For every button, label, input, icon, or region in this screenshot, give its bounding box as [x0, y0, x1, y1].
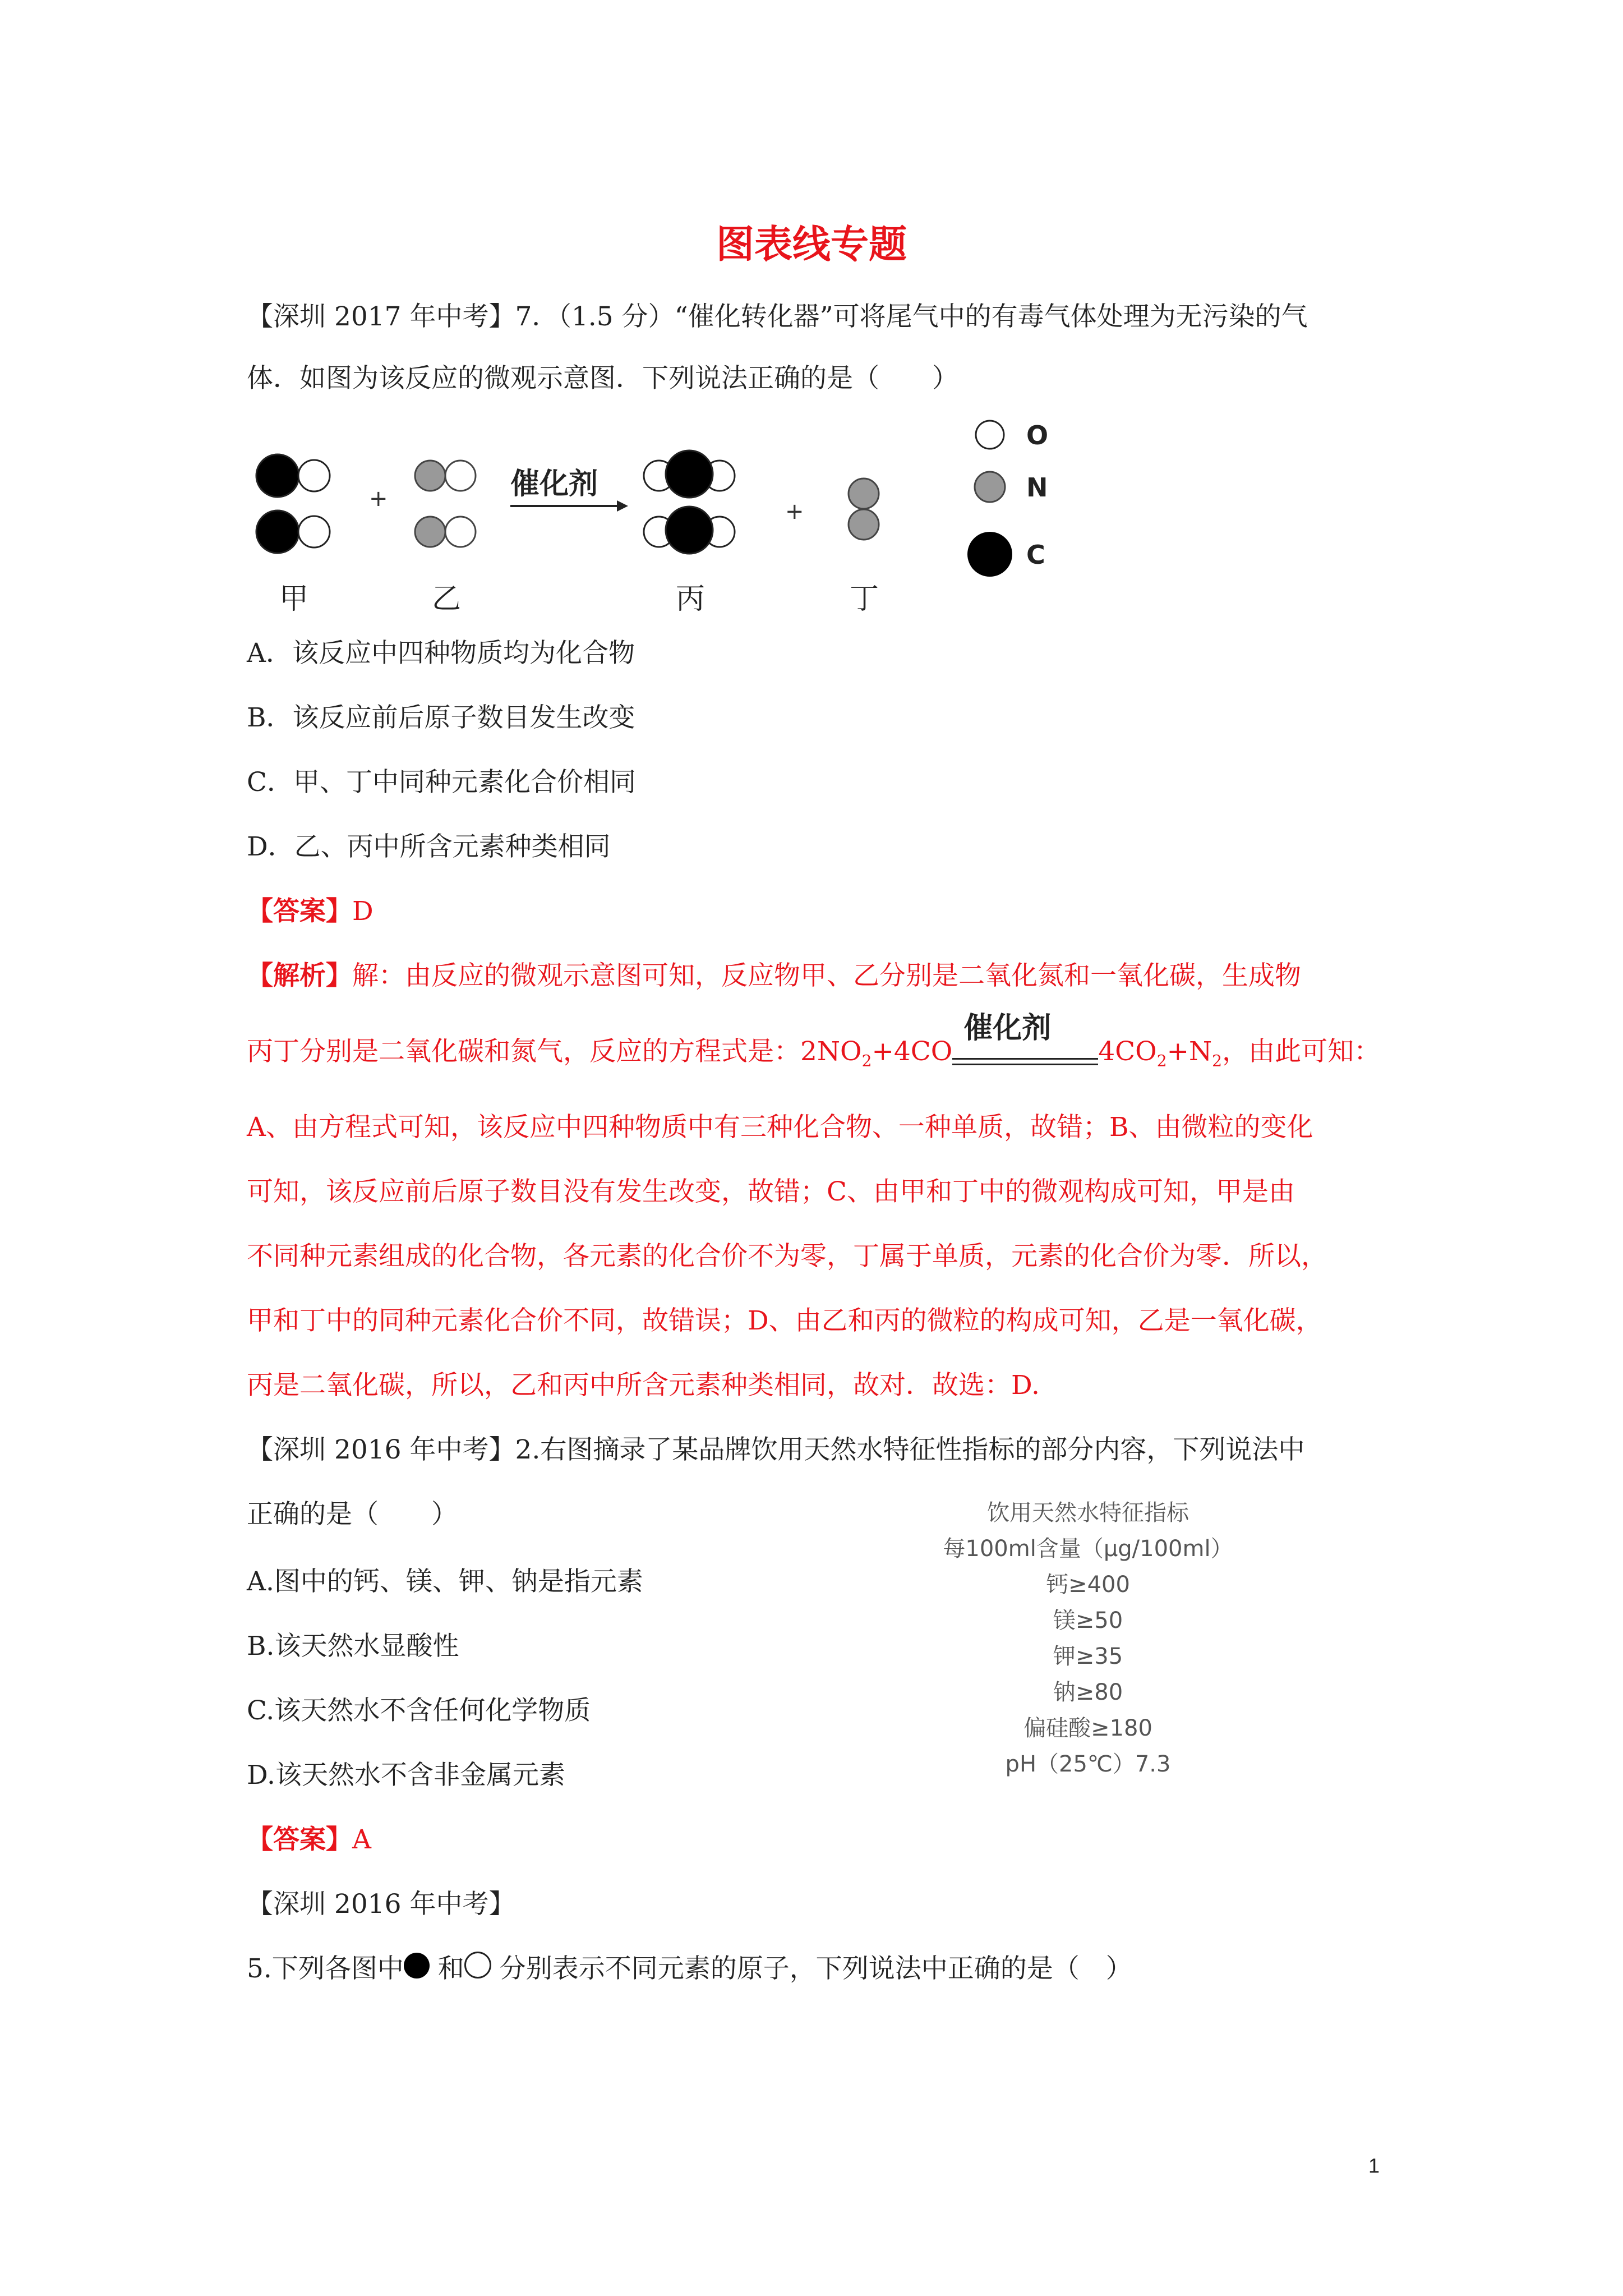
spec-ph: pH（25℃）7.3 [1005, 1751, 1171, 1777]
spec-potassium: 钾≥35 [1053, 1644, 1123, 1669]
legend-oxygen [976, 420, 1048, 450]
answer-value: D [352, 896, 374, 927]
equation-catalyst-arrow: 催化剂 [952, 1041, 1098, 1080]
spec-calcium: 钙≥400 [1046, 1572, 1130, 1598]
molecule-jia-bottom [256, 510, 330, 553]
label-bing: 丙 [676, 582, 706, 616]
q1-stem-line2: 体．如图为该反应的微观示意图．下列说法正确的是（ ） [247, 363, 958, 394]
svg-text:N: N [1026, 472, 1048, 503]
answer-tag: 【答案】 [247, 1824, 352, 1855]
page-title: 图表线专题 [716, 222, 907, 267]
q2-option-a: A.图中的钙、镁、钾、钠是指元素 [247, 1566, 643, 1597]
q2-answer [247, 1820, 371, 1860]
q1-analysis-line5: 不同种元素组成的化合物，各元素的化合价不为零，丁属于单质，元素的化合价为零．所以， [247, 1241, 1327, 1272]
molecule-yi-bottom [415, 517, 476, 547]
label-ding: 丁 [850, 582, 879, 616]
q2-option-c: C.该天然水不含任何化学物质 [247, 1695, 591, 1726]
q1-option-d: D．乙、丙中所含元素种类相同 [247, 831, 611, 862]
spec-sodium: 钠≥80 [1053, 1680, 1123, 1705]
answer-tag: 【答案】 [247, 896, 352, 927]
molecule-yi-top [415, 461, 476, 491]
q1-stem-line1: 【深圳 2017 年中考】7．（1.5 分）“催化转化器”可将尾气中的有毒气体处理为无污染的气 [247, 301, 1308, 332]
white-atom-icon [464, 1952, 491, 1978]
plus-sign-1: + [369, 486, 388, 512]
q2-option-b: B.该天然水显酸性 [247, 1631, 459, 1662]
q2-stem-line2: 正确的是（ ） [247, 1499, 458, 1530]
q1-answer [247, 892, 374, 931]
reaction-micro-diagram [247, 409, 1122, 628]
q1-analysis-line3: A、由方程式可知，该反应中四种物质中有三种化合物、一种单质，故错；B、由微粒的变化 [247, 1112, 1313, 1143]
q1-option-a: A．该反应中四种物质均为化合物 [247, 638, 635, 669]
q1-analysis-line6: 甲和丁中的同种元素化合价不同，故错误；D、由乙和丙的微粒的构成可知，乙是一氧化碳， [247, 1305, 1322, 1336]
analysis-tag: 【解析】 [247, 960, 352, 991]
svg-text:O: O [1026, 420, 1049, 450]
q1-analysis-line4: 可知，该反应前后原子数目没有发生改变，故错；C、由甲和丁中的微观构成可知，甲是由 [247, 1176, 1295, 1207]
q2-option-d: D.该天然水不含非金属元素 [247, 1760, 565, 1791]
legend-nitrogen [975, 472, 1048, 503]
page-number: 1 [1368, 2154, 1380, 2177]
svg-text:C: C [1026, 540, 1045, 570]
arrow-catalyst-label: 催化剂 [510, 467, 598, 501]
answer-value: A [352, 1824, 371, 1855]
spec-title: 饮用天然水特征指标 [987, 1500, 1189, 1526]
label-yi: 乙 [432, 582, 462, 616]
molecule-jia-top [256, 454, 330, 497]
label-jia: 甲 [279, 582, 309, 616]
q1-analysis-line7: 丙是二氧化碳，所以，乙和丙中所含元素种类相同，故对．故选：D. [247, 1370, 1040, 1401]
spec-unit: 每100ml含量（μg/100ml） [943, 1536, 1233, 1562]
spec-metasilicic-acid: 偏硅酸≥180 [1023, 1715, 1152, 1741]
spec-magnesium: 镁≥50 [1053, 1608, 1123, 1634]
q3-stem: 5.下列各图中 和 分别表示不同元素的原子，下列说法中正确的是（ ） [247, 1949, 1132, 1989]
molecule-ding [849, 478, 879, 540]
molecule-bing-bottom [644, 507, 735, 554]
q1-option-c: C．甲、丁中同种元素化合价相同 [247, 767, 636, 798]
q1-option-b: B．该反应前后原子数目发生改变 [247, 702, 635, 733]
q1-analysis-line1: 【解析】解：由反应的微观示意图可知，反应物甲、乙分别是二氧化氮和一氧化碳，生成物 [247, 960, 1301, 991]
q2-stem-line1: 【深圳 2016 年中考】2.右图摘录了某品牌饮用天然水特征性指标的部分内容，下列说法中 [247, 1434, 1305, 1465]
molecule-bing-top [644, 450, 735, 498]
q3-header: 【深圳 2016 年中考】 [247, 1889, 515, 1920]
q1-analysis-line2: 丙丁分别是二氧化碳和氮气，反应的方程式是：$2NO_2+4CO$ 催化剂 $4CO_2+N_2$，由此可知： [247, 1032, 1380, 1080]
black-atom-icon [404, 1953, 430, 1978]
plus-sign-2: + [785, 499, 804, 524]
legend-carbon [967, 532, 1045, 577]
